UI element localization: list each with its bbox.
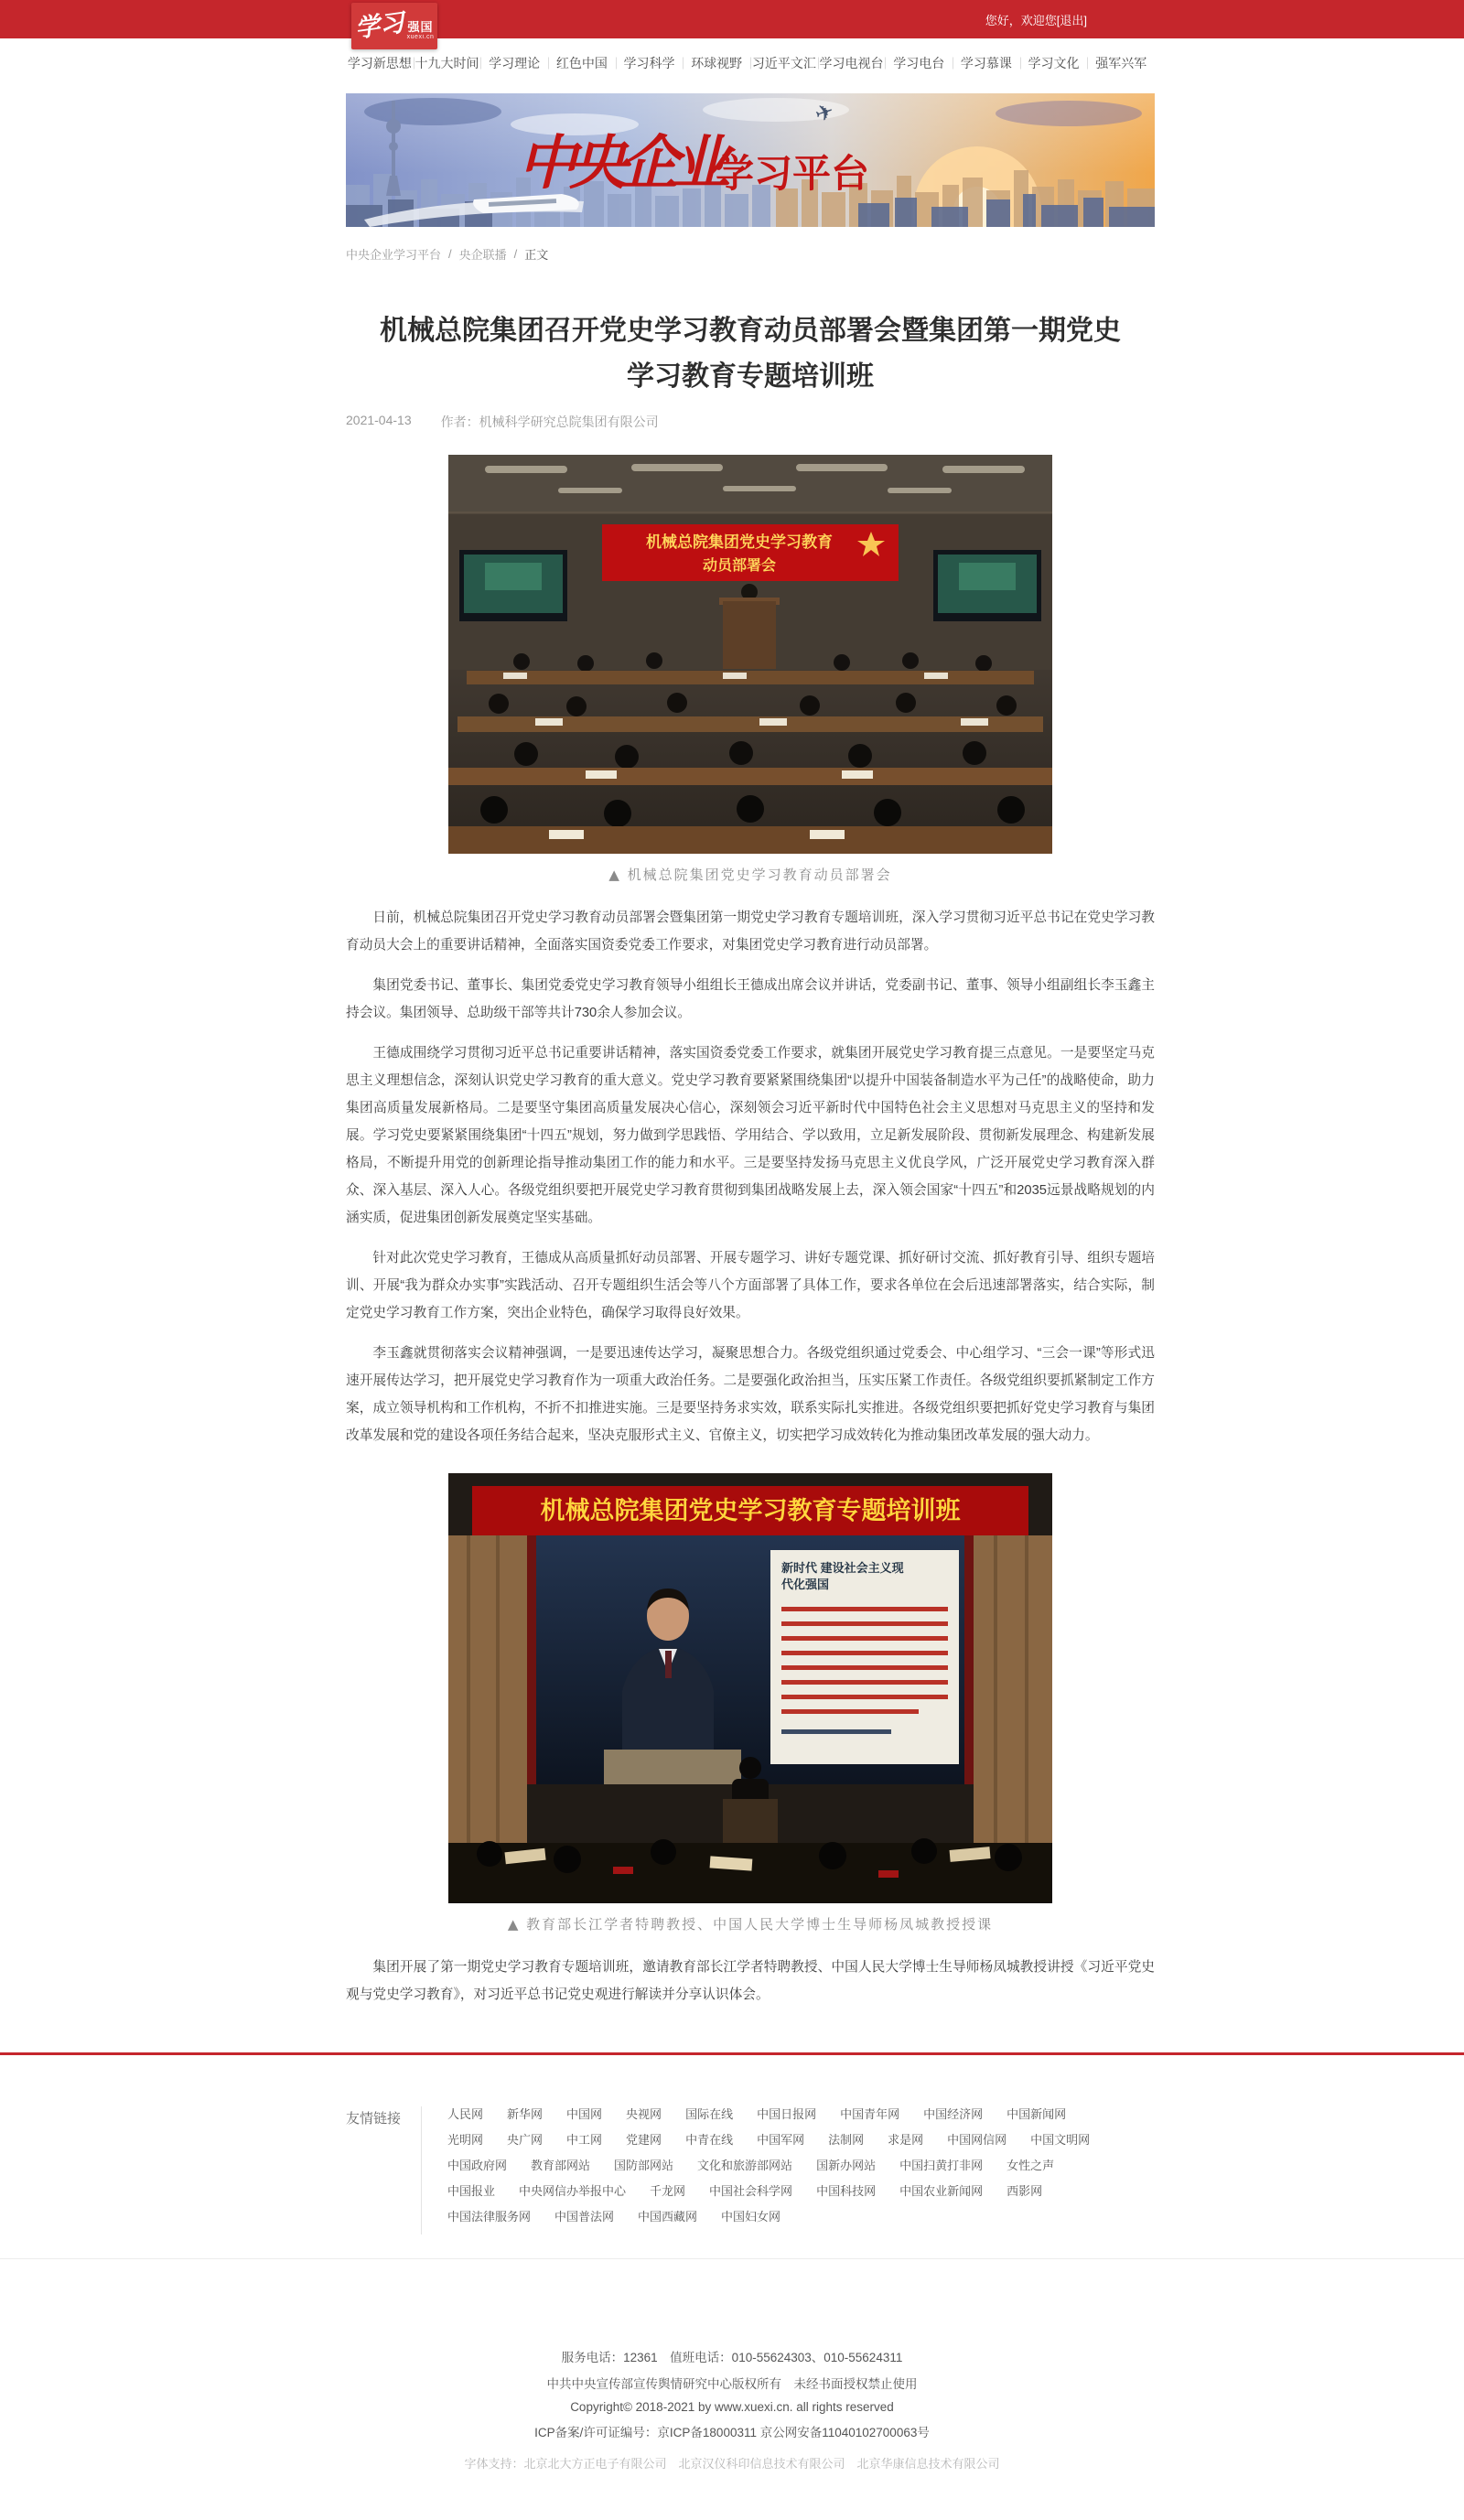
friend-link[interactable]: 中国科技网 <box>816 2184 877 2198</box>
topbar <box>0 0 1464 44</box>
friend-link[interactable]: 光明网 <box>447 2133 484 2147</box>
platform-banner-art <box>346 93 1155 227</box>
friend-link[interactable]: 国防部网站 <box>614 2159 674 2172</box>
friend-link[interactable]: 人民网 <box>447 2107 484 2121</box>
banner-suffix-text: 学习平台 <box>716 152 870 195</box>
friend-links-label: 友情链接 <box>346 2111 402 2127</box>
nav-item-10[interactable]: 学习文化 <box>1020 54 1088 72</box>
friend-links-row <box>447 2158 1090 2174</box>
friend-link[interactable]: 新华网 <box>507 2107 544 2121</box>
breadcrumb-separator: / <box>513 247 518 261</box>
banner-calligraphy-text: 中央企业 <box>518 129 723 198</box>
friend-link[interactable]: 中国扫黄打非网 <box>899 2159 984 2172</box>
nav-item-11[interactable]: 强军兴军 <box>1087 54 1155 72</box>
article-title: 机械总院集团召开党史学习教育动员部署会暨集团第一期党史学习教育专题培训班 <box>380 316 1121 392</box>
article-date: 2021-04-13 <box>346 413 412 427</box>
meeting-photo-art <box>448 455 1052 854</box>
friend-links-row <box>447 2132 1090 2148</box>
right-screen <box>933 550 1041 621</box>
friend-link[interactable]: 千龙网 <box>650 2184 686 2198</box>
friend-link[interactable]: 中国西藏网 <box>638 2210 698 2224</box>
nav-item-2[interactable]: 学习理论 <box>480 54 548 72</box>
footer-copyright-en: Copyright© 2018-2021 by www.xuexi.cn. all rights reserved <box>570 2400 894 2414</box>
platform-banner[interactable] <box>346 93 1155 227</box>
friend-link[interactable]: 中央网信办举报中心 <box>519 2184 627 2198</box>
nav-item-8[interactable]: 学习电台 <box>885 54 953 72</box>
nav-item-3[interactable]: 红色中国 <box>548 54 616 72</box>
friend-link[interactable]: 中工网 <box>566 2133 603 2147</box>
article-paragraph: 集团开展了第一期党史学习教育专题培训班，邀请教育部长江学者特聘教授、中国人民大学博士生导师杨凤城教授讲授《习近平党史观与党史学习教育》，对习近平总书记党史观进行解读并分享认识体会。 <box>346 1960 1155 2002</box>
friend-link[interactable]: 中国法律服务网 <box>447 2210 532 2224</box>
article-author-wrap <box>441 413 659 431</box>
friend-links-row <box>447 2183 1090 2200</box>
friend-link[interactable]: 中国报业 <box>447 2184 496 2198</box>
friend-link[interactable]: 中国社会科学网 <box>709 2184 793 2198</box>
article-meta <box>346 413 1155 431</box>
article-paragraph: 王德成围绕学习贯彻习近平总书记重要讲话精神，落实国资委党委工作要求，就集团开展党史学习教育提三点意见。一是要坚定马克思主义理想信念，深刻认识党史学习教育的重大意义。党史学习教育要紧紧围绕集团“以提升中国装备制造水平为己任”的战略使命，助力集团高质量发展新格局。二是要坚守集团高质量发展决心信心，深刻领会习近平新时代中国特色社会主义思想对马克思主义的坚持和发展。学习党史要紧紧围绕集团“十四五”规划，努力做到学思践悟、学用结合、学以致用，立足新发展阶段、贯彻新发展理念、构建新发展格局，不断提升用党的创新理论指导推动集团工作的能力和水平。三是要坚持发扬马克思主义优良学风，广泛开展党史学习教育深入群众、深入基层、深入人心。各级党组织要把开展党史学习教育贯彻到集团战略发展上去，深入领会国家“十四五”和2035远景战略规划的内涵实质，促进集团创新发展奠定坚实基础。 <box>346 1046 1155 1225</box>
logout-link[interactable]: [退出] <box>1056 13 1087 27</box>
slide-title-line2: 代化强国 <box>781 1578 830 1591</box>
xuexi-logo[interactable] <box>351 3 437 49</box>
article-author: 机械科学研究总院集团有限公司 <box>479 415 659 429</box>
article-paragraph: 李玉鑫就贯彻落实会议精神强调，一是要迅速传达学习，凝聚思想合力。各级党组织通过党委会、中心组学习、“三会一课”等形式迅速开展传达学习，把开展党史学习教育作为一项重大政治任务。二是要强化政治担当，压实压紧工作责任。各级党组织要抓紧制定工作方案，成立领导机构和工作机构，不折不扣推进实施。三是要坚持务求实效，联系实际扎实推进。各级党组织要把抓好党史学习教育与集团改革发展和党的建设各项任务结合起来，坚决克服形式主义、官僚主义，切实把学习成效转化为推动集团改革发展的强大动力。 <box>346 1346 1155 1443</box>
breadcrumb-separator: / <box>448 247 452 261</box>
friend-link[interactable]: 中国农业新闻网 <box>899 2184 984 2198</box>
friend-link[interactable]: 中国网 <box>566 2107 603 2121</box>
friend-link[interactable]: 中国网信网 <box>947 2133 1007 2147</box>
friend-link[interactable]: 中国经济网 <box>923 2107 984 2121</box>
meeting-banner-line1: 机械总院集团党史学习教育 <box>646 533 833 551</box>
logo-script-text: 学习 <box>352 8 406 44</box>
friend-link[interactable]: 女性之声 <box>1006 2159 1055 2172</box>
article-paragraph: 日前，机械总院集团召开党史学习教育动员部署会暨集团第一期党史学习教育专题培训班，深入学习贯彻习近平总书记在党史学习教育动员大会上的重要讲话精神，全面落实国资委党委工作要求，对集团党史学习教育进行动员部署。 <box>346 910 1155 953</box>
nav-item-9[interactable]: 学习慕课 <box>953 54 1020 72</box>
friend-links-columns <box>421 2106 1090 2235</box>
content-column <box>346 93 1155 2008</box>
breadcrumb-root[interactable]: 中央企业学习平台 <box>346 248 442 262</box>
logo-right-block <box>407 21 435 40</box>
friend-link[interactable]: 求是网 <box>888 2133 924 2147</box>
topbar-inner <box>346 0 1155 44</box>
article-photo-training <box>448 1473 1052 1903</box>
friend-link[interactable]: 中国文明网 <box>1030 2133 1091 2147</box>
friend-link[interactable]: 央视网 <box>626 2107 662 2121</box>
training-audience <box>448 1838 1052 1903</box>
friend-link[interactable]: 中国日报网 <box>757 2107 817 2121</box>
photo2-caption: ▲ 教育部长江学者特聘教授、中国人民大学博士生导师杨凤城教授授课 <box>507 1916 994 1933</box>
logo-domain-text: xuexi.cn <box>406 34 435 41</box>
left-screen <box>459 550 567 621</box>
friend-link[interactable]: 西影网 <box>1006 2184 1043 2198</box>
nav-item-4[interactable]: 学习科学 <box>616 54 684 72</box>
slide-title-line1: 新时代 建设社会主义现 <box>781 1561 904 1575</box>
friend-link[interactable]: 中国军网 <box>757 2133 805 2147</box>
friend-link[interactable]: 央广网 <box>507 2133 544 2147</box>
friend-link[interactable]: 文化和旅游部网站 <box>697 2159 793 2172</box>
friend-link[interactable]: 国际在线 <box>685 2107 734 2121</box>
article-paragraph: 集团党委书记、董事长、集团党委党史学习教育领导小组组长王德成出席会议并讲话，党委副书记、董事、领导小组副组长李玉鑫主持会议。集团领导、总助级干部等共计730余人参加会议。 <box>346 978 1155 1020</box>
article-body-part1 <box>346 904 1155 1449</box>
friend-link[interactable]: 中青在线 <box>685 2133 734 2147</box>
friend-link[interactable]: 国新办网站 <box>816 2159 877 2172</box>
friend-links-row <box>447 2106 1090 2123</box>
friend-link[interactable]: 中国新闻网 <box>1006 2107 1067 2121</box>
breadcrumb-section[interactable]: 央企联播 <box>458 248 507 262</box>
training-photo-art <box>448 1473 1052 1903</box>
article-paragraph: 针对此次党史学习教育，王德成从高质量抓好动员部署、开展专题学习、讲好专题党课、抓好研讨交流、抓好教育引导、组织专题培训、开展“我为群众办实事”实践活动、召开专题组织生活会等八个方面部署了具体工作，要求各单位在会后迅速部署落实，结合实际，制定党史学习教育工作方案，突出企业特色，确保学习取得良好效果。 <box>346 1251 1155 1320</box>
site-footer <box>0 2347 1464 2472</box>
footer-service-line: 服务电话：12361 值班电话：010-55624303、010-55624311 <box>561 2351 903 2364</box>
plane-icon: ✈ <box>812 98 837 128</box>
footer-icp-line: ICP备案/许可证编号：京ICP备18000311 京公网安备11040102700063号 <box>534 2426 930 2439</box>
logo-bold-text: 强国 <box>407 19 434 34</box>
nav-item-0[interactable]: 学习新思想 <box>347 56 412 70</box>
breadcrumb <box>346 245 1155 263</box>
friend-link[interactable]: 中国普法网 <box>554 2210 615 2224</box>
friend-link[interactable]: 中国妇女网 <box>721 2210 781 2224</box>
nav-item-5[interactable]: 环球视野 <box>683 54 750 72</box>
greeting-text: 您好，欢迎您 <box>985 13 1057 27</box>
nav-item-7[interactable]: 学习电视台 <box>819 56 884 70</box>
nav-items <box>346 38 1155 88</box>
friend-link[interactable]: 教育部网站 <box>531 2159 591 2172</box>
friend-link[interactable]: 法制网 <box>828 2133 865 2147</box>
friend-link[interactable]: 党建网 <box>626 2133 662 2147</box>
article-photo-meeting <box>448 455 1052 854</box>
navbar <box>0 38 1464 88</box>
friend-link[interactable]: 中国政府网 <box>447 2159 508 2172</box>
training-banner-text: 机械总院集团党史学习教育专题培训班 <box>540 1497 961 1524</box>
meeting-banner-line2: 动员部署会 <box>702 558 777 574</box>
screen-slide <box>770 1550 959 1764</box>
topbar-user-area <box>985 11 1155 28</box>
nav-item-1[interactable]: 十九大时间 <box>414 56 479 70</box>
photo1-caption: ▲ 机械总院集团党史学习教育动员部署会 <box>608 867 892 883</box>
nav-item-6[interactable]: 习近平文汇 <box>751 56 816 70</box>
friend-links-row <box>447 2209 1090 2225</box>
breadcrumb-current: 正文 <box>524 248 549 262</box>
author-label: 作者： <box>440 415 479 429</box>
footer-copyright-cn: 中共中央宣传部宣传舆情研究中心版权所有 未经书面授权禁止使用 <box>546 2377 918 2391</box>
article-body-part2 <box>346 1954 1155 2008</box>
friend-link[interactable]: 中国青年网 <box>840 2107 900 2121</box>
friend-links-section <box>0 2055 1464 2259</box>
footer-font-line: 字体支持：北京北大方正电子有限公司 北京汉仪科印信息技术有限公司 北京华康信息技术有限公司 <box>464 2457 1000 2471</box>
